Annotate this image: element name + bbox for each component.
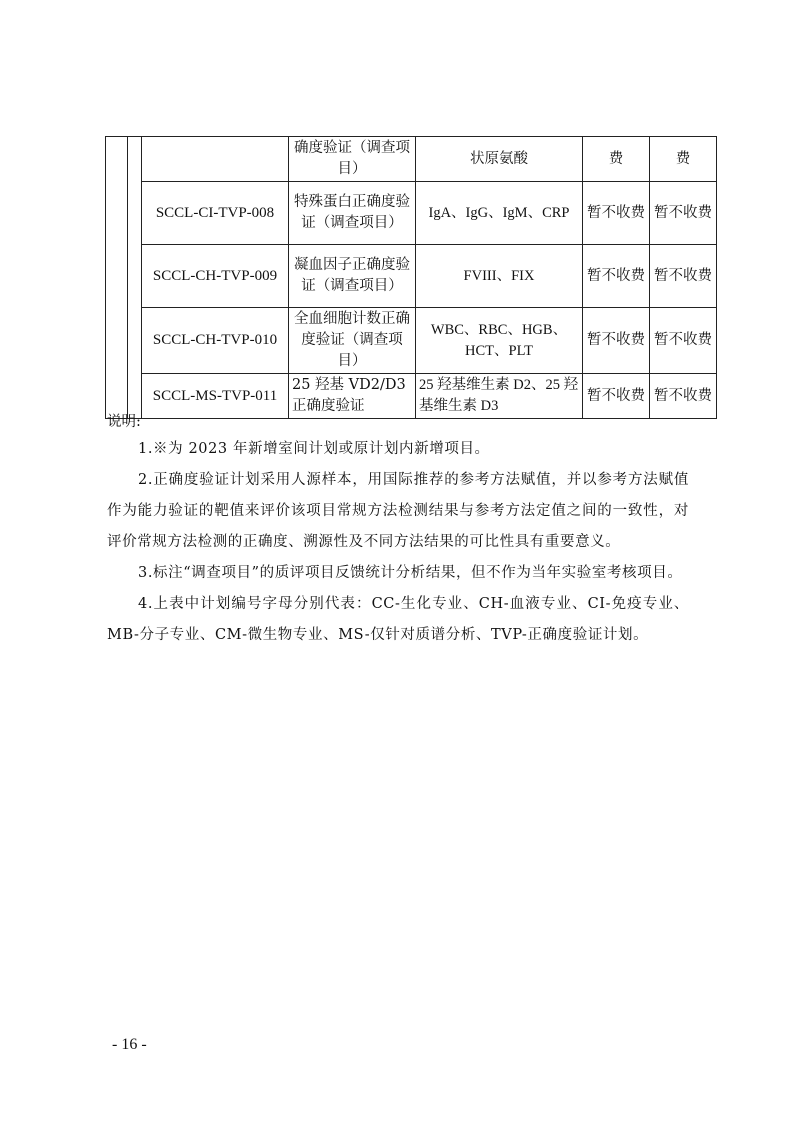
- project-name-cell: 特殊蛋白正确度验证（调查项目）: [289, 182, 416, 245]
- table-row: [106, 137, 717, 182]
- note-item: 3.标注“调查项目”的质评项目反馈统计分析结果，但不作为当年实验室考核项目。: [138, 565, 683, 581]
- fee-cell: 暂不收费: [650, 374, 717, 419]
- plan-code-cell: SCCL-MS-TVP-011: [142, 374, 289, 419]
- test-items-cell: IgA、IgG、IgM、CRP: [416, 182, 583, 245]
- table-row: [106, 308, 717, 374]
- fee-cell: 暂不收费: [583, 245, 650, 308]
- note-item: 4.上表中计划编号字母分别代表：CC-生化专业、CH-血液专业、CI-免疫专业、MB-分子专业、CM-微生物专业、MS-仅针对质谱分析、TVP-正确度验证计划。: [107, 596, 689, 643]
- fee-cell: 暂不收费: [583, 374, 650, 419]
- notes-section: [107, 410, 689, 651]
- plan-code-cell: SCCL-CH-TVP-009: [142, 245, 289, 308]
- test-items-cell: 25 羟基维生素 D2、25 羟基维生素 D3: [416, 374, 583, 419]
- test-items-cell: 状原氨酸: [416, 137, 583, 182]
- fee-cell: 暂不收费: [650, 245, 717, 308]
- page-number: - 16 -: [112, 1036, 147, 1053]
- plan-code-cell: [142, 137, 289, 182]
- fee-cell: 暂不收费: [650, 308, 717, 374]
- fee-cell: 费: [650, 137, 717, 182]
- test-items-cell: FVIII、FIX: [416, 245, 583, 308]
- plan-code-cell: SCCL-CH-TVP-010: [142, 308, 289, 374]
- blank-cell: [106, 137, 128, 419]
- fee-cell: 费: [583, 137, 650, 182]
- project-name-cell: 25 羟基 VD2/D3 正确度验证: [289, 374, 416, 419]
- fee-cell: 暂不收费: [583, 308, 650, 374]
- table-row: [106, 182, 717, 245]
- note-item: 1.※为 2023 年新增室间计划或原计划内新增项目。: [138, 441, 490, 457]
- notes-heading: 说明:: [107, 414, 141, 430]
- project-name-cell: 确度验证（调查项目）: [289, 137, 416, 182]
- project-name-cell: 凝血因子正确度验证（调查项目）: [289, 245, 416, 308]
- fee-cell: 暂不收费: [650, 182, 717, 245]
- note-item: 2.正确度验证计划采用人源样本，用国际推荐的参考方法赋值，并以参考方法赋值作为能力验证的靶值来评价该项目常规方法检测结果与参考方法定值之间的一致性，对评价常规方法检测的正确度、溯源性及不同方法结果的可比性具有重要意义。: [107, 472, 689, 550]
- project-name-cell: 全血细胞计数正确度验证（调查项目）: [289, 308, 416, 374]
- blank-cell: [128, 137, 142, 419]
- test-items-cell: WBC、RBC、HGB、HCT、PLT: [416, 308, 583, 374]
- plan-table: [105, 136, 717, 419]
- fee-cell: 暂不收费: [583, 182, 650, 245]
- table-row: [106, 245, 717, 308]
- plan-code-cell: SCCL-CI-TVP-008: [142, 182, 289, 245]
